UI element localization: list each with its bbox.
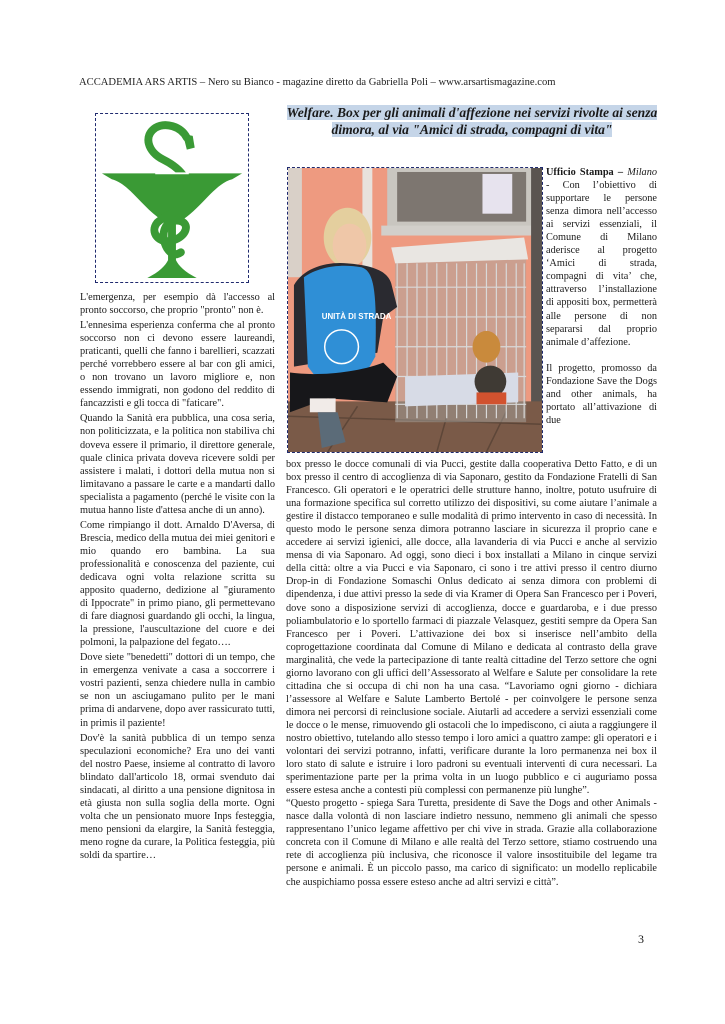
left-paragraph: Dov'è la sanità pubblica di un tempo senza speculazioni economiche? Era uno dei vanti del nostro Paese, insieme al contratto di lavoro blindato dall'articolo 18, ormai svenduto dai sindacati, al diritto a una pensione dignitosa in età giusta non sulla soglia della morte. Ogni volta che un pensionato muore Inps festeggia, meno pensioni da elargire, la Sanità festeggia, meno rogne da curare, la Politica festeggia, più soldi da spartire… — [80, 732, 275, 861]
intro-paragraph-2: Il progetto, promosso da Fondazione Save the Dogs and other animals, ha portato all’attivazione di due — [546, 362, 657, 426]
body-paragraph: “Questo progetto - spiega Sara Turetta, presidente di Save the Dogs and other Animals - nasce dalla volontà di non lasciare indietro nessuno, nemmeno gli animali che spesso rappresentano l’unico legame affettivo per chi vive in strada. Grazie alla collaborazione concreta con il Comune di Milano e alle realtà del Terzo settore, stiamo costruendo una rete di accoglienza più inclusiva, che riconosce il valore insostituibile del legame tra persone e animali. È un piccolo passo, ma carico di significato: un modello replicabile che auspichiamo possa essere esteso anche ad altri servizi e città”. — [286, 798, 657, 888]
article-body — [286, 458, 657, 889]
left-paragraph: Dove siete "benedetti" dottori di un tempo, che in emergenza venivate a casa a soccorrere i vostri pazienti, senza chiedere nulla in cambio se non un asciugamano pulito per le mani prima di andarvene, dopo aver rassicurato tutti, in primis il paziente! — [80, 652, 275, 729]
pharmacy-logo-frame — [95, 113, 249, 283]
body-paragraph: box presso le docce comunali di via Pucci, gestite dalla cooperativa Detto Fatto, e di un box presso il centro di accoglienza di via Saponaro, gestito da Fondazione Fratelli di San Francesco. Gli operatori e le operatrici delle strutture hanno, inoltre, potuto usufruire di una formazione specifica sul corretto utilizzo dei dispositivi, su come aiutare l’animale a gestire il distacco temporaneo e sulle modalità di primo intervento in caso di necessità. In questo modo le persone senza dimora potranno lasciare in sicurezza il proprio cane e accedere ai servizi igienici, alle docce, alla lavanderia di via Pucci e anche al servizio mensa di via Saponaro. Ad oggi, sono dieci i box installati a Milano in cinque servizi della città: oltre a via Pucci e via Saponaro, ci sono i tre attivi presso il centro diurno Drop-in di Fondazione Somaschi Onlus dedicato ai senza dimora con problemi di dipendenza, i due attivi presso la sede di via Kramer di Opera San Francesco per i Poveri, dove sono a disposizione servizi di accoglienza, docce e guardaroba, e i due presso poliambulatorio e lo sportello farmaci di piazzale Velasquez, gestiti sempre da Opera San Francesco per i Poveri. L’attivazione dei box si inserisce nell’ambito della coprogettazione coordinata dal Comune di Milano e dedicata al contrasto della grave marginalità, che vede la partecipazione di tante realtà cittadine del Terzo settore che ogni giorno lavorano con gli uffici dell’Assessorato al Welfare e Salute per consolidare la rete cittadina che si occupa di chi non ha una casa. “Lavoriamo ogni giorno - dichiara l’assessore al Welfare e Salute Lamberto Bertolé - per coinvolgere le persone senza dimora nei percorsi di reinclusione sociale. Aiutarli ad accedere a servizi essenziali come le docce o le mense, rimuovendo gli ostacoli che lo impediscono, ci aiuta a raggiungere il nostro obiettivo, tutelando allo stesso tempo i loro amici a quattro zampe: gli operatori e i volontari dei servizi potranno, infatti, verificare durante la loro permanenza nei box il loro stato di salute e istruire i loro padroni su eventuali interventi di cura necessari. La sperimentazione parte per la prima volta in un luogo pubblico e ci auguriamo possa essere estesa anche a contesti più complessi con permanenze più lunghe”. — [286, 459, 657, 797]
article-intro-column — [546, 166, 657, 427]
article-title-text: Welfare. Box per gli animali d'affezione nei servizi rivolte ai senza dimora, al via "Amici di strada, compagni di vita" — [286, 105, 658, 137]
pharmacy-bowl-of-hygieia-icon — [96, 114, 248, 282]
running-header: ACCADEMIA ARS ARTIS – Nero su Bianco - magazine diretto da Gabriella Poli – www.arsartismagazine.com — [79, 77, 556, 88]
page-number: 3 — [638, 932, 644, 946]
left-paragraph: L'emergenza, per esempio dà l'accesso al pronto soccorso, che proprio "pronto" non è. — [80, 292, 275, 317]
intro-paragraph: - Con l’obiettivo di supportare le persone senza dimora nell’accesso ai servizi essenziali, il Comune di Milano aderisce al progetto ‘Amici di strada, compagni di vita’ che, attraverso l’installazione di appositi box, permetterà alle persone di non separarsi dal proprio animale d’affezione. — [546, 180, 657, 348]
left-column-text — [80, 291, 275, 864]
article-intro — [546, 166, 657, 349]
left-paragraph: Quando la Sanità era pubblica, una cosa seria, non politicizzata, e la politica non stabiliva chi doveva essere il primario, il direttore generale, quale clinica privata doveva ricevere soldi per assistere i malati, i dottori della mutua non si limitavano a passare le carte e a mandarti dallo specialista a pagamento (perché le visite con la mutua hanno liste d'attesa anche di un anno). — [80, 413, 275, 516]
byline-city: Milano — [627, 167, 657, 178]
article-title — [283, 104, 661, 138]
byline-source: Ufficio Stampa – — [546, 167, 624, 178]
photo-volunteer-with-dog-crate — [288, 168, 542, 452]
left-paragraph: Come rimpiango il dott. Arnaldo D'Aversa, di Brescia, medico della mutua dei miei genitori e mio quando ero bambina. La sua professionalità e conoscenza del paziente, cui dedicava ogni volta relazione scritta su apposito quaderno, dedizione al "giuramento di Ippocrate" in primo piano, gli permettevano di fare diagnosi guardando gli occhi, la lingua, la pressione, l'auscultazione del cuore e dei polmoni, la palpazione del fegato…. — [80, 519, 276, 649]
article-photo — [287, 167, 543, 453]
left-paragraph: L'ennesima esperienza conferma che al pronto soccorso non ci devono essere laureandi, praticanti, quelli che fanno i barellieri, scazzati perché vorrebbero essere al bar con gli amici, o non trovano un lavoro migliore e, non essendo immigrati, non godono del reddito di fancazzisti e gli tocca di "faticare". — [80, 320, 275, 410]
photo-vest-text: UNITÀ DI STRADA — [321, 311, 392, 321]
